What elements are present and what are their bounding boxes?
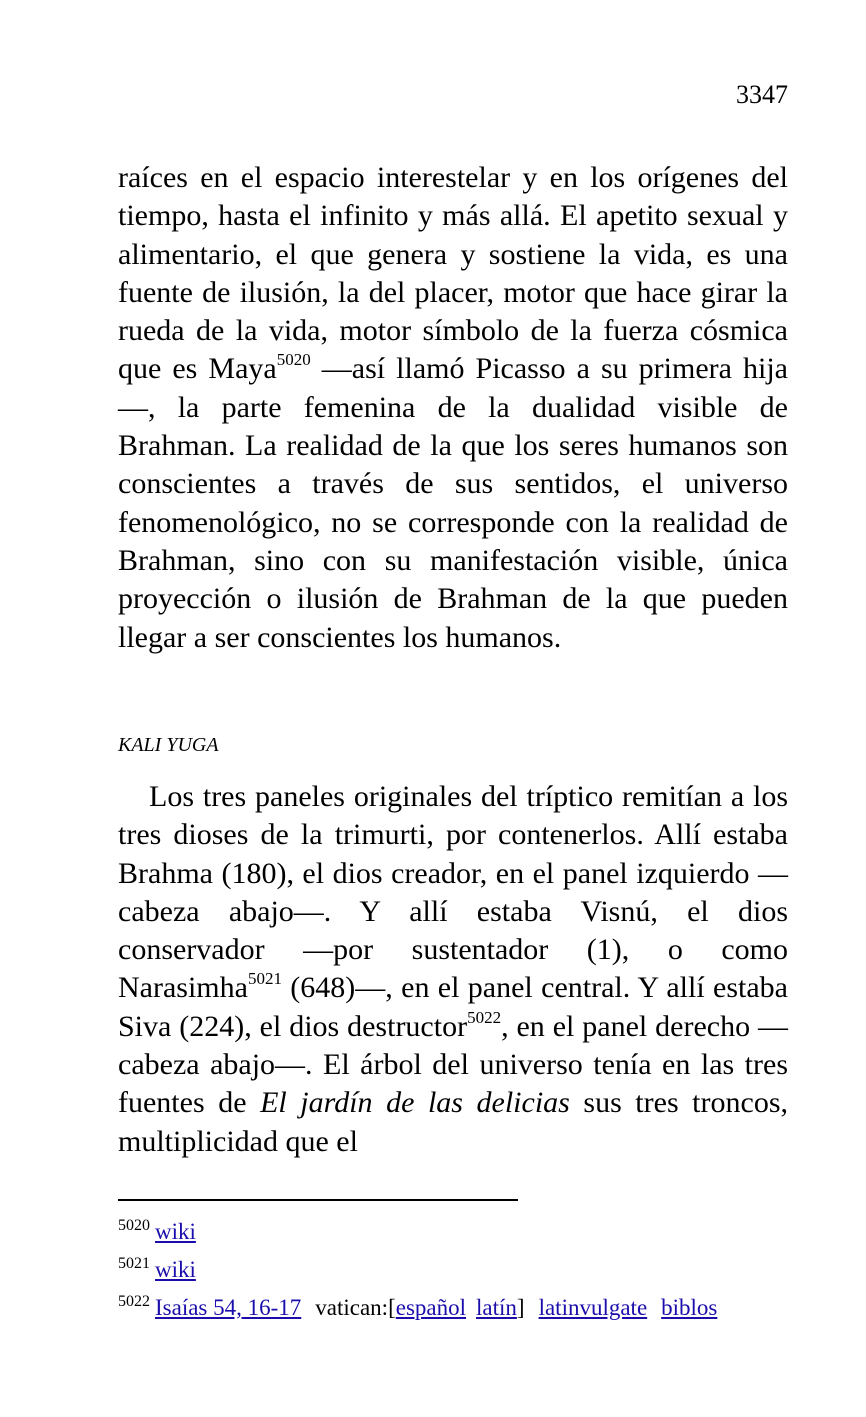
footnote-5020	[118, 1210, 818, 1248]
footnote-link-wiki[interactable]: wiki	[155, 1257, 196, 1282]
bracket-close: ]	[516, 1295, 525, 1320]
paragraph-1-text-a: raíces en el espacio interestelar y en los orígenes del tiempo, hasta el infinito y más allá. El apetito sexual y alimentario, el que genera y sostiene la vida, es una fuente de ilusión, la del placer, motor que hace girar la rueda de la vida, motor símbolo de la fuerza cósmica que es Maya	[118, 161, 788, 386]
paragraph-1-text-b: —así llamó Picasso a su primera hija—, la parte femenina de la dualidad visible de Brahman. La realidad de la que los seres humanos son conscientes a través de sus sentidos, el universo fenomenológico, no se corresponde con la realidad de Brahman, sino con su manifestación visible, única proyección o ilusión de Brahman de la que pueden llegar a ser conscientes los humanos.	[118, 352, 788, 654]
paragraph-2-text-a: Los tres paneles originales del tríptico remitían a los tres dioses de la trimurti, por contenerlos. Allí estaba Brahma (180), el dios creador, en el panel izquierdo —cabeza abajo—. Y allí estaba Visnú, el dios conservador —por sustentador (1), o como Narasimha	[118, 780, 788, 1005]
footnote-5021	[118, 1248, 818, 1286]
paragraph-1	[118, 159, 788, 657]
footnote-divider	[118, 1199, 518, 1201]
footnote-5022	[118, 1286, 818, 1324]
page-number: 3347	[736, 80, 788, 109]
footnote-link-biblos[interactable]: biblos	[661, 1295, 718, 1320]
footnote-ref-5021: 5021	[247, 969, 282, 989]
footnote-number: 5022	[118, 1293, 150, 1310]
vatican-label: vatican:[	[315, 1295, 396, 1320]
footnote-link-espanol[interactable]: español	[395, 1295, 467, 1320]
paragraph-2	[118, 778, 788, 1161]
footnote-ref-5020: 5020	[276, 350, 311, 370]
paragraph-2-italic-title: El jardín de las delicias	[260, 1086, 570, 1120]
footnote-link-latin[interactable]: latín	[476, 1295, 517, 1320]
footnotes	[118, 1210, 818, 1324]
footnote-number: 5021	[118, 1255, 150, 1272]
footnote-link-isaias[interactable]: Isaías 54, 16-17	[155, 1295, 302, 1320]
footnote-link-wiki[interactable]: wiki	[155, 1219, 196, 1244]
footnote-link-latinvulgate[interactable]: latinvulgate	[538, 1295, 648, 1320]
section-title: KALI YUGA	[118, 734, 219, 756]
paragraph-2-text-d: sus tres troncos, multiplicidad que el	[118, 1086, 789, 1158]
paragraph-2-text-b: (648)—, en el panel central. Y allí estaba Siva (224), el dios destructor	[118, 971, 788, 1043]
paragraph-2-text-c: , en el panel derecho —cabeza abajo—. El árbol del universo tenía en las tres fuentes de	[118, 1009, 788, 1120]
footnote-number: 5020	[118, 1217, 150, 1234]
footnote-ref-5022: 5022	[467, 1007, 502, 1027]
